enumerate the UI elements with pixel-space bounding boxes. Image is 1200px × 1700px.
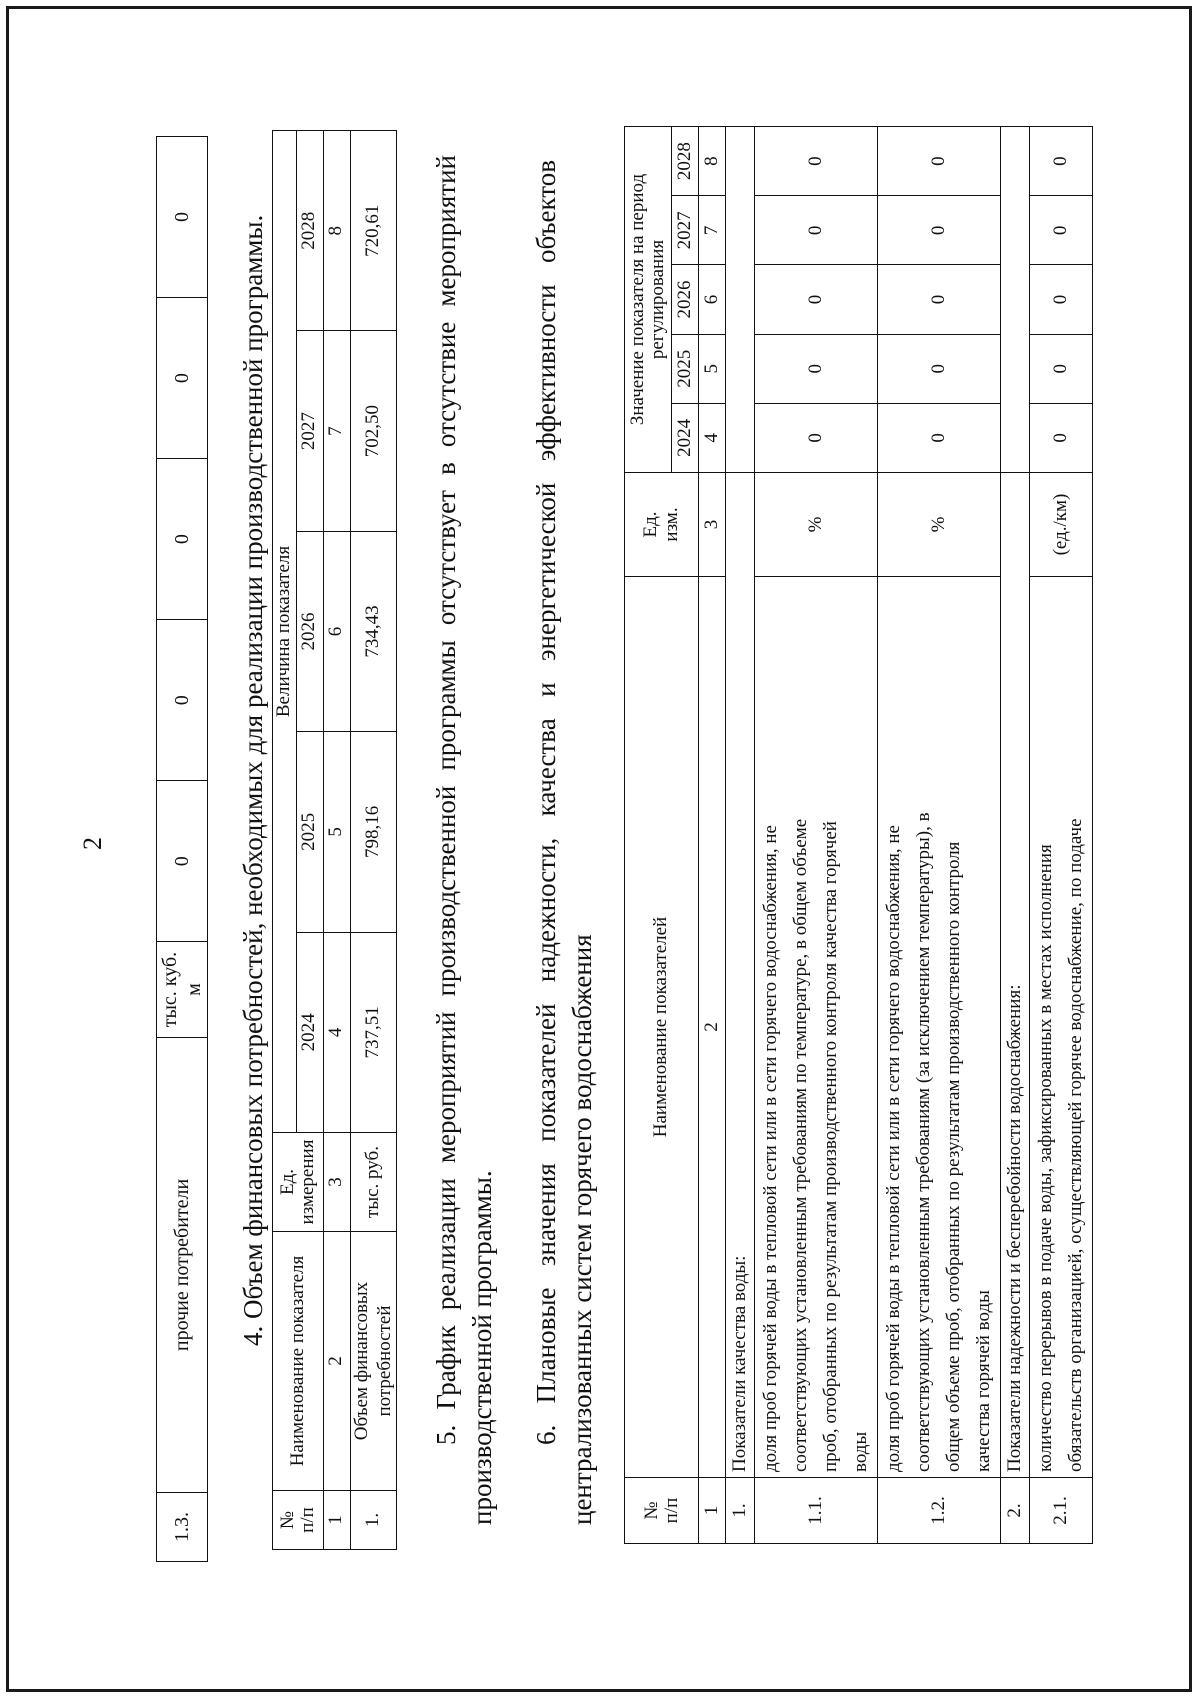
value-cell: 0 [755,127,878,196]
header-year: 2024 [296,932,323,1132]
row-number: 1.1. [755,1478,878,1544]
row-number: 2. [1001,1478,1030,1544]
empty-cell [1001,127,1030,473]
header-unit: Ед. измерения [273,1133,324,1232]
section-6-line: централизованных систем горячего водоснабжения [567,934,597,1525]
index-cell: 7 [699,196,726,265]
table-row [755,127,878,1544]
index-cell: 8 [699,127,726,196]
section-title: Показатели качества воды: [726,473,755,1478]
value-cell: 702,50 [350,331,397,531]
header-year: 2024 [672,403,699,472]
header-num: № п/п [625,1478,699,1544]
header-year: 2025 [672,334,699,403]
index-cell: 4 [699,403,726,472]
section-6-text [528,160,600,1525]
value-cell: 0 [755,196,878,265]
row-number: 1.2. [878,1478,1001,1544]
index-cell: 3 [699,473,726,577]
value-cell: 0 [1030,334,1093,403]
row-name: доля проб горячей воды в тепловой сети или в сети горячего водоснабжения, не соответствующих установленным требованиям по температуре, в общем объеме проб, отобранных по результатам производственного контроля качества горячей воды [755,577,878,1478]
row-number: 1. [350,1491,397,1550]
index-cell: 5 [699,334,726,403]
section-5-line: 5. График реализации мероприятий производственной программы отсутствует в отсутствие мероприятий [431,155,461,1445]
table-row [1030,127,1093,1544]
value-cell: 734,43 [350,531,397,731]
section-4-heading: 4. Объем финансовых потребностей, необходимых для реализации производственной программы. [238,214,268,1346]
value-cell: 0 [878,196,1001,265]
header-year: 2028 [296,131,323,331]
row-unit: % [755,473,878,577]
section-5-line: производственной программы. [467,1170,497,1525]
index-cell: 3 [323,1133,350,1232]
value-cell: 0 [878,403,1001,472]
value-cell: 0 [157,137,208,298]
value-cell: 798,16 [350,732,397,932]
table-row [323,131,350,1550]
empty-cell [726,127,755,473]
header-year: 2028 [672,127,699,196]
header-year: 2026 [296,531,323,731]
header-year: 2027 [296,331,323,531]
value-cell: 0 [755,334,878,403]
table-indicators [624,126,1093,1544]
value-cell: 0 [878,265,1001,334]
value-cell: 0 [755,265,878,334]
value-cell: 0 [878,127,1001,196]
table-row [878,127,1001,1544]
value-cell: 0 [157,781,208,942]
value-cell: 0 [1030,265,1093,334]
value-cell: 720,61 [350,131,397,331]
header-year: 2026 [672,265,699,334]
header-year: 2025 [296,732,323,932]
section-title: Показатели надежности и бесперебойности водоснабжения: [1001,473,1030,1478]
row-name: Объем финансовых потребностей [350,1232,397,1491]
value-cell: 0 [157,459,208,620]
row-number: 1. [726,1478,755,1544]
page-number: 2 [78,837,107,850]
row-number: 2.1. [1030,1478,1093,1544]
index-cell: 8 [323,131,350,331]
value-cell: 0 [1030,403,1093,472]
index-cell: 4 [323,932,350,1132]
header-year: 2027 [672,196,699,265]
table-financial-needs [272,130,397,1550]
index-cell: 2 [699,577,726,1478]
value-cell: 0 [755,403,878,472]
value-cell: 737,51 [350,932,397,1132]
index-cell: 6 [323,531,350,731]
index-cell: 5 [323,732,350,932]
value-cell: 0 [878,334,1001,403]
table-consumers-continued [156,136,208,1562]
value-cell: 0 [157,620,208,781]
row-unit: тыс. руб. [350,1133,397,1232]
row-unit: % [878,473,1001,577]
value-cell: 0 [1030,196,1093,265]
row-unit: тыс. куб. м [157,942,208,1037]
header-value: Величина показателя [273,131,297,1133]
table-row [699,127,726,1544]
row-name: количество перерывов в подаче воды, зафиксированных в местах исполнения обязательств организацией, осуществляющей горячее водоснабжение, по подаче [1030,577,1093,1478]
index-cell: 6 [699,265,726,334]
header-unit: Ед. изм. [625,473,699,577]
value-cell: 0 [157,298,208,459]
row-name: доля проб горячей воды в тепловой сети или в сети горячего водоснабжения, не соответствующих установленным требованиям (за исключением температуры), в общем объеме проб, отобранных по результатам производственного контроля качества горячей воды [878,577,1001,1478]
value-cell: 0 [1030,127,1093,196]
index-cell: 1 [323,1491,350,1550]
header-name: Наименование показателей [625,577,699,1478]
row-name: прочие потребители [157,1037,208,1492]
table-section-row [1001,127,1030,1544]
header-num: № п/п [273,1491,324,1550]
row-unit: (ед./км) [1030,473,1093,577]
table-section-row [726,127,755,1544]
index-cell: 2 [323,1232,350,1491]
section-5-text [428,155,500,1525]
header-name: Наименование показателя [273,1232,324,1491]
table-row [157,137,208,1562]
index-cell: 1 [699,1478,726,1544]
section-6-line: 6. Плановые значения показателей надежности, качества и энергетической эффективности объектов [531,160,561,1445]
table-row [350,131,397,1550]
header-value: Значение показателя на период регулирования [625,127,672,473]
index-cell: 7 [323,331,350,531]
row-number: 1.3. [157,1493,208,1562]
